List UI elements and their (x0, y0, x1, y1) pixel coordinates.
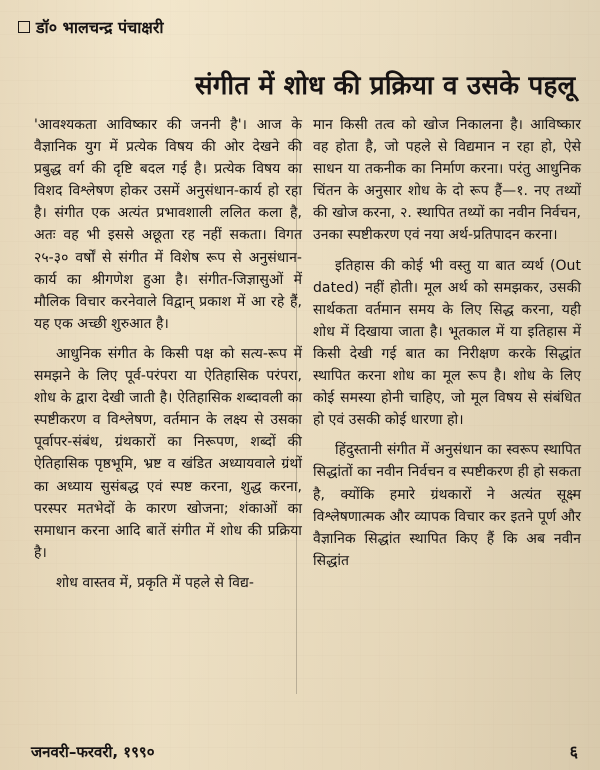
left-paragraph-2 (34, 343, 302, 564)
right-paragraph-2 (313, 255, 581, 432)
left-paragraph-3-text: शोध वास्तव में, प्रकृति में पहले से विद्य- (56, 574, 254, 591)
left-column (34, 114, 302, 602)
right-paragraph-3 (313, 439, 581, 572)
left-paragraph-3 (34, 572, 302, 594)
left-paragraph-1-text: 'आवश्यकता आविष्कार की जननी है'। आज के वैज्ञानिक युग में प्रत्येक विषय की ओर देखने की प्रबुद्ध वर्ग की दृष्टि बदल गई है। प्रत्येक विषय का विशद विश्लेषण होकर उसमें अनुसंधान-कार्य हो रहा है। संगीत एक अत्यंत प्रभावशाली ललित कला है, अतः वह भी इससे अछूता रह नहीं सकता। विगत २५-३० वर्षों से संगीत में विशेष रूप से अनुसंधान-कार्य का श्रीगणेश हुआ है। संगीत-जिज्ञासुओं में मौलिक विचार करनेवाले विद्वान् प्रकाश में आ रहे हैं, यह एक अच्छी शुरुआत है। (34, 117, 302, 332)
right-paragraph-3-text: हिंदुस्तानी संगीत में अनुसंधान का स्वरूप स्थापित सिद्धांतों का नवीन निर्वचन व स्पष्टीकरण ही हो सकता है, क्योंकि हमारे ग्रंथकारों ने अत्यंत सूक्ष्म विश्लेषणात्मक और व्यापक विचार कर इतने पूर्ण और वैज्ञानिक सिद्धांत स्थापित किए हैं कि अब नवीन सिद्धांत (313, 442, 581, 569)
right-paragraph-2-text: इतिहास की कोई भी वस्तु या बात व्यर्थ (Out dated) नहीं होती। मूल अर्थ को समझकर, उसकी सार्थकता वर्तमान समय के लिए सिद्ध करना, यही शोध में दिखाया जाता है। भूतकाल में या इतिहास में किसी देखी गई बात का निरीक्षण करके सिद्धांत स्थापित करना शोध का मूल रूप है। शोध के लिए कोई समस्या होनी चाहिए, जो मूल विषय से संबंधित हो एवं उसकी कोई धारणा हो। (313, 257, 581, 429)
issue-date: जनवरी–फरवरी, १९९० (31, 743, 155, 761)
author-name: डॉ० भालचन्द्र पंचाक्षरी (36, 18, 164, 37)
right-paragraph-1 (313, 114, 581, 247)
left-paragraph-2-text: आधुनिक संगीत के किसी पक्ष को सत्य-रूप में समझने के लिए पूर्व-परंपरा या ऐतिहासिक परंपरा, शोध के द्वारा देखी जाती है। ऐतिहासिक शब्दावली का स्पष्टीकरण व विश्लेषण, वर्तमान के लक्ष्य से उसका पूर्वापर-संबंध, ग्रंथकारों का निरूपण, शब्दों की ऐतिहासिक पृष्ठभूमि, भ्रष्ट व खंडित अध्यायवाले ग्रंथों का अध्याय सुसंबद्ध एवं स्पष्ट करना, शुद्ध करना, परस्पर मतभेदों के कारण खोजना; शंकाओं का समाधान करना आदि बातें संगीत में शोध की प्रक्रिया है। (34, 345, 302, 561)
right-paragraph-1-text: मान किसी तत्व को खोज निकालना है। आविष्कार वह होता है, जो पहले से विद्यमान न रहा हो, ऐसे साधन या तकनीक का निर्माण करना। परंतु आधुनिक चिंतन के अनुसार शोध के दो रूप हैं—१. नए तथ्यों की खोज करना, २. स्थापित तथ्यों का नवीन निर्वचन, उनका स्पष्टीकरण एवं नया अर्थ-प्रतिपादन करना। (313, 117, 581, 244)
left-paragraph-1 (34, 114, 302, 335)
article-title: संगीत में शोध की प्रक्रिया व उसके पहलू (195, 71, 576, 101)
square-icon (18, 21, 30, 33)
right-column (313, 114, 581, 580)
author-line (18, 16, 164, 38)
page-number: ६ (569, 742, 578, 761)
